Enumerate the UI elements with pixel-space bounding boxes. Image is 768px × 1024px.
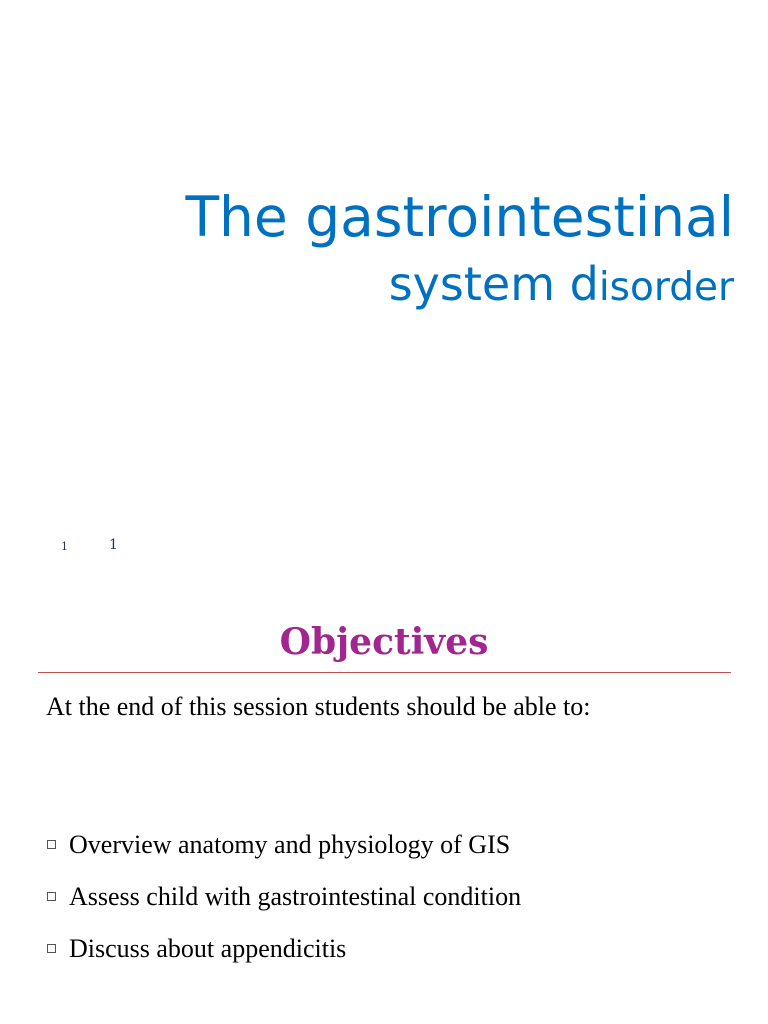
list-item-text: Discuss about appendicitis — [69, 934, 347, 963]
slide-title-line2-part1: system d — [388, 257, 599, 311]
list-item — [46, 933, 666, 964]
slide-title-line2 — [389, 258, 734, 311]
slide-title-line1: The gastrointestinal — [185, 185, 734, 249]
list-item — [46, 881, 666, 912]
square-bullet-icon — [47, 892, 56, 901]
objectives-heading: Objectives — [279, 621, 489, 663]
square-bullet-icon — [47, 840, 56, 849]
objectives-list — [46, 829, 666, 985]
page-number-small: 1 — [61, 540, 68, 553]
page-number: 1 — [109, 537, 118, 553]
objectives-slide — [0, 585, 768, 1024]
intro-text: At the end of this session students should be able to: — [46, 692, 591, 721]
list-item-text: Overview anatomy and physiology of GIS — [69, 830, 511, 859]
slide-title-line2-part2: isorder — [598, 265, 734, 310]
list-item — [46, 829, 666, 860]
list-item-text: Assess child with gastrointestinal condition — [69, 882, 522, 911]
heading-divider — [38, 672, 731, 673]
square-bullet-icon — [47, 944, 56, 953]
